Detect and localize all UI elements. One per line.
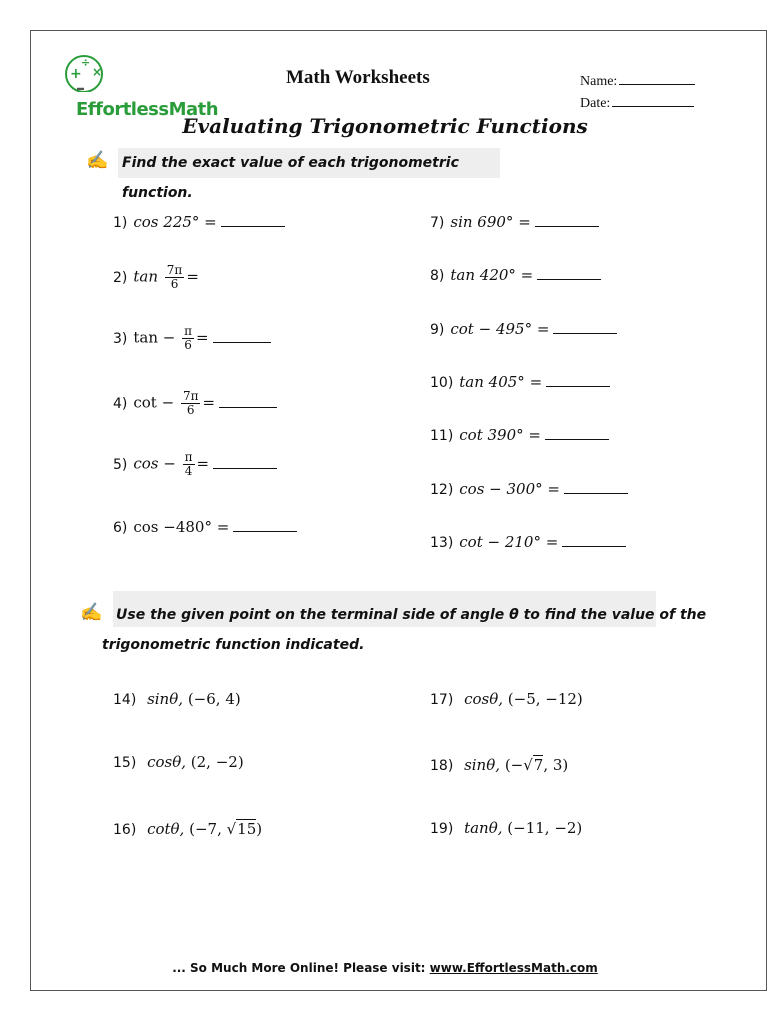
header-title: Math Worksheets <box>286 67 430 88</box>
name-label: Name: <box>580 74 618 89</box>
problem-13: 13) cot − 210° = <box>430 533 626 551</box>
problem-15: 15) cosθ, (2, −2) <box>113 753 244 771</box>
section1-instruction: Find the exact value of each trigonometric function. <box>118 148 500 178</box>
svg-text:+: + <box>70 66 82 82</box>
problem-1: 1) cos 225° = <box>113 213 285 231</box>
pencil-icon: ✍ <box>80 602 103 622</box>
problem-5: 5) cos − $\frac{\pi}{4}$ = <box>113 451 277 478</box>
name-field <box>580 72 695 90</box>
section2-instruction-line2: trigonometric function indicated. <box>102 637 365 653</box>
name-line[interactable] <box>619 72 695 85</box>
problem-4: 4) cot − $\frac{7\pi}{6}$ = <box>113 390 277 417</box>
problem-2: 2) tan $\frac{7\pi}{6}$ = <box>113 263 199 291</box>
footer <box>0 961 770 975</box>
problem-9: 9) cot − 495° = <box>430 320 617 338</box>
problem-14: 14) sinθ, (−6, 4) <box>113 690 241 708</box>
problem-8: 8) tan 420° = <box>430 266 601 284</box>
svg-text:×: × <box>92 65 103 79</box>
date-line[interactable] <box>612 94 694 107</box>
date-field <box>580 94 694 112</box>
problem-17: 17) cosθ, (−5, −12) <box>430 690 583 708</box>
logo-text-main: Effortless <box>76 99 169 120</box>
problem-11: 11) cot 390° = <box>430 426 609 444</box>
footer-text: ... So Much More Online! Please visit: <box>172 961 430 975</box>
problem-10: 10) tan 405° = <box>430 373 610 391</box>
pencil-icon: ✍ <box>86 150 109 170</box>
problem-3: 3) tan − $\frac{\pi}{6}$ = <box>113 325 271 352</box>
problem-12: 12) cos − 300° = <box>430 480 628 498</box>
date-label: Date: <box>580 96 611 111</box>
effortless-math-logo: + ÷ × –EffortlessMath <box>62 52 222 102</box>
problem-18: 18) sinθ, (−√7, 3) <box>430 756 569 774</box>
problem-16: 16) cotθ, (−7, √15) <box>113 820 263 838</box>
footer-link[interactable]: www.EffortlessMath.com <box>429 961 598 975</box>
problem-7: 7) sin 690° = <box>430 213 599 231</box>
section2-instruction-line1: Use the given point on the terminal side of angle θ to find the value of the <box>116 607 707 623</box>
problem-6: 6) cos −480° = <box>113 518 297 536</box>
worksheet-title: Evaluating Trigonometric Functions <box>182 114 588 138</box>
svg-text:÷: ÷ <box>81 56 91 69</box>
problem-19: 19) tanθ, (−11, −2) <box>430 819 583 837</box>
logo-text-accent: Math <box>168 99 219 120</box>
